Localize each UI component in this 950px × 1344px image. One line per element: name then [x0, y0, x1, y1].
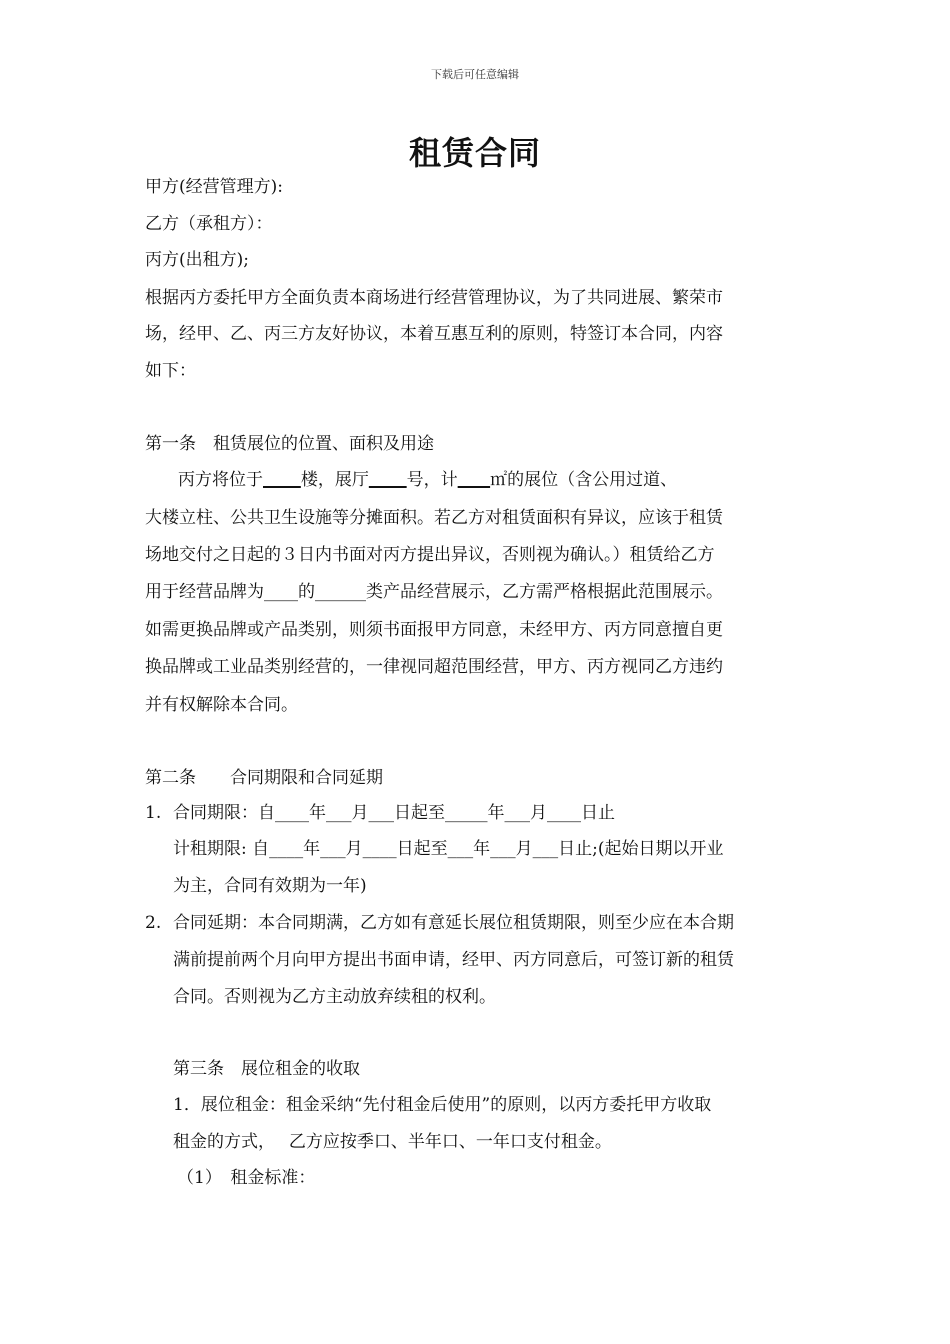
- article1-line: 场地交付之日起的３日内书面对丙方提出异议，否则视为确认。）租赁给乙方: [145, 545, 715, 565]
- rent-term-line: 计租期限: 自____年___月____日起至___年___月___日止;(起始日期以开业: [173, 839, 724, 859]
- article1-text: ㎡的展位（含公用过道、: [490, 470, 678, 490]
- article3-heading: 第三条 展位租金的收取: [173, 1059, 360, 1079]
- article1-text: 丙方将位于: [178, 470, 263, 490]
- article1-location-line: [178, 469, 677, 491]
- party-c-line: 丙方(出租方);: [145, 250, 249, 270]
- extension-line: 合同延期：本合同期满，乙方如有意延长展位租赁期限，则至少应在本合期: [173, 913, 734, 933]
- floor-blank: [263, 470, 301, 490]
- article1-line: 如需更换品牌或产品类别，则须书面报甲方同意，未经甲方、丙方同意擅自更: [145, 620, 723, 640]
- article3-line: 租金的方式， 乙方应按季口、半年口、一年口支付租金。: [173, 1132, 612, 1152]
- party-a-line: 甲方(经营管理方):: [145, 177, 283, 197]
- preamble-line: 根据丙方委托甲方全面负责本商场进行经营管理协议，为了共同进展、繁荣市: [145, 288, 723, 308]
- list-number: 2.: [145, 913, 162, 933]
- article2-heading: 第二条 合同期限和合同延期: [145, 768, 383, 788]
- rent-standard-label: （1） 租金标准：: [177, 1168, 316, 1188]
- preamble-line: 如下：: [145, 361, 196, 381]
- extension-line: 满前提前两个月向甲方提出书面申请，经甲、丙方同意后，可签订新的租赁: [173, 950, 734, 970]
- article1-heading: 第一条 租赁展位的位置、面积及用途: [145, 434, 434, 454]
- article1-line: 用于经营品牌为____的______类产品经营展示，乙方需严格根据此范围展示。: [145, 582, 723, 602]
- contract-term-line: 合同期限：自____年___月___日起至_____年___月____日止: [173, 803, 615, 823]
- article1-line: 并有权解除本合同。: [145, 695, 298, 715]
- article1-text: 楼，展厅: [300, 470, 369, 490]
- article1-line: 换品牌或工业品类别经营的，一律视同超范围经营，甲方、丙方视同乙方违约: [145, 657, 723, 677]
- party-b-line: 乙方（承租方）：: [145, 214, 273, 234]
- rent-term-line: 为主，合同有效期为一年): [173, 876, 367, 896]
- document-title: 租赁合同: [408, 134, 541, 172]
- hall-number-blank: [369, 470, 407, 490]
- area-blank: [458, 470, 490, 490]
- preamble-line: 场，经甲、乙、丙三方友好协议，本着互惠互利的原则，特签订本合同，内容: [145, 324, 723, 344]
- extension-line: 合同。否则视为乙方主动放弃续租的权利。: [173, 987, 496, 1007]
- article1-line: 大楼立柱、公共卫生设施等分摊面积。若乙方对租赁面积有异议，应该于租赁: [145, 508, 723, 528]
- page-header-note: 下载后可任意编辑: [431, 68, 519, 81]
- list-number: 1.: [145, 803, 162, 823]
- article1-text: 号，计: [406, 470, 458, 490]
- article3-line: 1．展位租金：租金采纳“先付租金后使用”的原则，以丙方委托甲方收取: [173, 1095, 712, 1115]
